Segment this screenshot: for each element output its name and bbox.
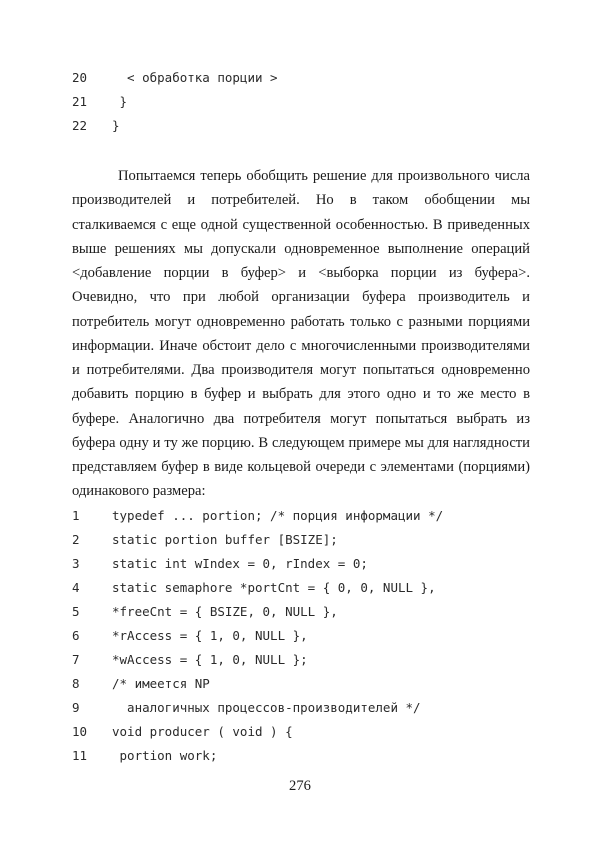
code-text: *freeCnt = { BSIZE, 0, NULL }, (112, 604, 338, 619)
code-line (72, 724, 293, 740)
line-number: 2 (72, 532, 80, 547)
line-number: 9 (72, 700, 80, 715)
code-line (72, 70, 278, 86)
code-line (72, 700, 421, 716)
code-line (72, 676, 210, 692)
code-line (72, 118, 120, 134)
page-number: 276 (289, 778, 311, 794)
line-number: 11 (72, 748, 88, 763)
code-line (72, 508, 443, 524)
line-number: 3 (72, 556, 80, 571)
line-number: 6 (72, 628, 80, 643)
code-text: static int wIndex = 0, rIndex = 0; (112, 556, 368, 571)
code-text: void producer ( void ) { (112, 724, 293, 739)
code-line (72, 628, 308, 644)
code-text: static semaphore *portCnt = { 0, 0, NULL }, (112, 580, 436, 595)
code-text: typedef ... portion; /* порция информации */ (112, 508, 444, 523)
line-number: 1 (72, 508, 80, 523)
line-number: 4 (72, 580, 80, 595)
code-text: аналогичных процессов-производителей */ (112, 700, 421, 715)
code-line (72, 748, 217, 764)
code-text: } (112, 118, 120, 133)
line-number: 8 (72, 676, 80, 691)
code-line (72, 580, 436, 596)
body-paragraph: Попытаемся теперь обобщить решение для произвольного числа производителей и потребителей. Но в таком обобщении мы сталкиваемся с еще одной существенной особенностью. В приведенных выше решениях мы допускали одновременное выполнение операций <добавление порции в буфер> и <выборка порции из буфера>. Очевидно, что при любой организации буфера производитель и потребитель могут одновременно работать только с разными порциями информации. Иначе обстоит дело с многочисленными производителями и потребителями. Два производителя могут попытаться одновременно добавить порцию в буфер и выбрать для этого одно и то же место в буфере. Аналогично два потребителя могут попытаться выбрать из буфера одну и ту же порцию. В следующем примере мы для наглядности представляем буфер в виде кольцевой очереди с элементами (порциями) одинакового размера: (72, 168, 530, 500)
line-number: 21 (72, 94, 88, 109)
line-number: 22 (72, 118, 88, 133)
line-number: 10 (72, 724, 88, 739)
code-line (72, 532, 338, 548)
code-text: /* имеется NP (112, 676, 210, 691)
code-text: static portion buffer [BSIZE]; (112, 532, 338, 547)
code-line (72, 556, 368, 572)
line-number: 5 (72, 604, 80, 619)
code-text: *rAccess = { 1, 0, NULL }, (112, 628, 308, 643)
code-line (72, 604, 338, 620)
line-number: 7 (72, 652, 80, 667)
code-text: portion work; (112, 748, 218, 763)
code-line (72, 652, 308, 668)
code-text: < обработка порции > (112, 70, 278, 85)
code-text: *wAccess = { 1, 0, NULL }; (112, 652, 308, 667)
code-line (72, 94, 127, 110)
code-text: } (112, 94, 128, 109)
line-number: 20 (72, 70, 88, 85)
